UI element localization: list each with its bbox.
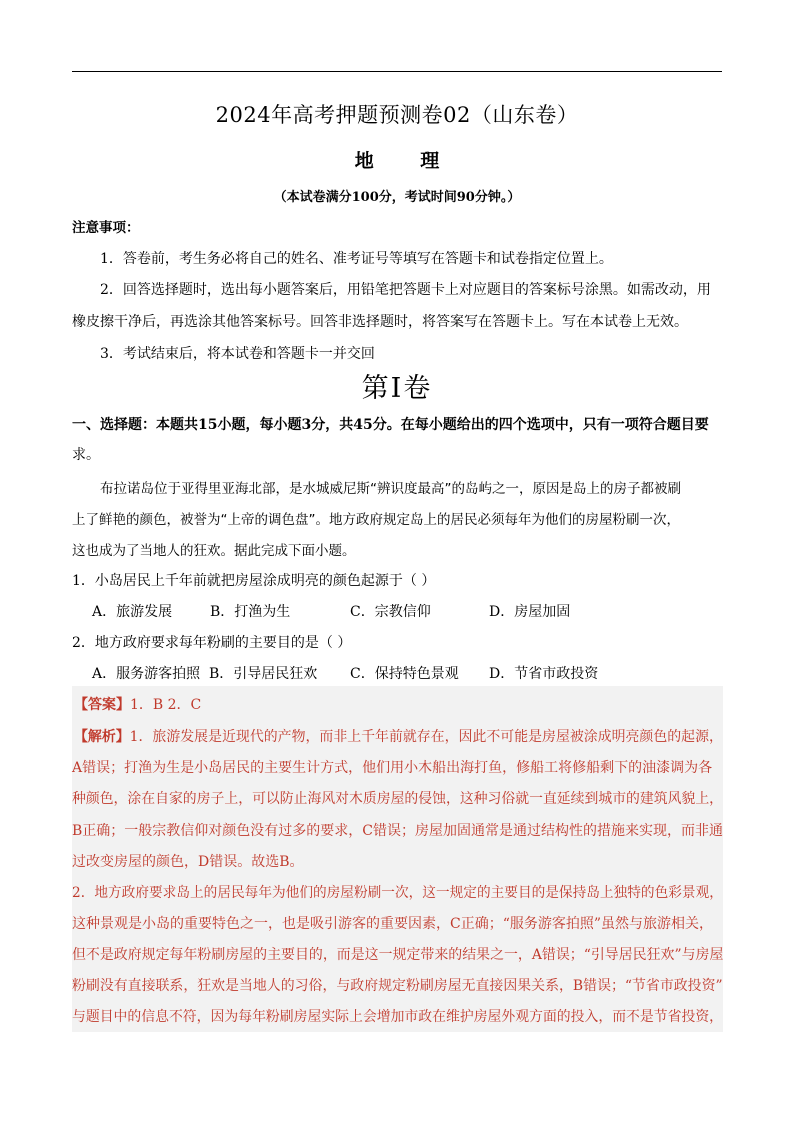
- passage-line: 上了鲜艳的颜色，被誉为“上帝的调色盘”。地方政府规定岛上的居民必须每年为他们的房屋粉刷一次，: [72, 512, 680, 528]
- option: D．房屋加固: [489, 604, 571, 620]
- option: D．节省市政投资: [489, 666, 599, 682]
- analysis-line: 种颜色，涂在自家的房子上，可以防止海风对木质房屋的侵蚀，这种习俗就一直延续到城市的建筑风貌上，: [72, 791, 724, 807]
- note-line: 2．回答选择题时，选出每小题答案后，用铅笔把答题卡上对应题目的答案标号涂黑。如需改动，用: [100, 282, 711, 298]
- option: B．引导居民狂欢: [209, 666, 318, 682]
- option: A．旅游发展: [92, 604, 173, 620]
- passage-line: 布拉诺岛位于亚得里亚海北部，是水城威尼斯“辨识度最高”的岛屿之一，原因是岛上的房子都被刷: [100, 481, 681, 497]
- header-rule: [72, 71, 722, 72]
- section-intro: 求。: [72, 447, 100, 463]
- analysis-line: 【解析】1．旅游发展是近现代的产物，而非上千年前就存在，因此不可能是房屋被涂成明亮颜色的起源，: [74, 729, 723, 745]
- section-title: 第I卷: [361, 373, 433, 404]
- answer-label: 【答案】: [74, 697, 130, 713]
- note-line: 橡皮擦干净后，再选涂其他答案标号。回答非选择题时，将答案写在答题卡上。写在本试卷上无效。: [72, 314, 688, 330]
- exam-meta: （本试卷满分100分，考试时间90分钟。）: [273, 190, 521, 205]
- analysis-label: 【解析】: [74, 729, 130, 745]
- analysis-line: 与题目中的信息不符，因为每年粉刷房屋实际上会增加市政在维护房屋外观方面的投入，而不是节省投资，: [72, 1009, 724, 1025]
- option: B．打渔为生: [210, 604, 291, 620]
- analysis-line: 粉刷没有直接联系，狂欢是当地人的习俗，与政府规定粉刷房屋无直接因果关系，B错误；“节省市政投资”: [72, 978, 723, 994]
- option: C．宗教信仰: [350, 604, 431, 620]
- notes-heading: 注意事项：: [72, 220, 140, 236]
- analysis-line: 过改变房屋的颜色，D错误。故选B。: [72, 854, 304, 870]
- answer-line: [74, 694, 201, 714]
- analysis-line: A错误；打渔为生是小岛居民的主要生计方式，他们用小木船出海打鱼，修船工将修船剩下的油漆调为各: [72, 760, 713, 776]
- question-stem: 1．小岛居民上千年前就把房屋涂成明亮的颜色起源于（ ）: [72, 573, 436, 589]
- exam-title: 2024年高考押题预测卷02（山东卷）: [215, 103, 579, 127]
- subject-title: 地 理: [354, 150, 460, 172]
- passage-line: 这也成为了当地人的狂欢。据此完成下面小题。: [72, 543, 356, 559]
- question-stem: 2．地方政府要求每年粉刷的主要目的是（ ）: [72, 635, 352, 651]
- analysis-line: 2．地方政府要求岛上的居民每年为他们的房屋粉刷一次，这一规定的主要目的是保持岛上独特的色彩景观，: [72, 885, 723, 901]
- note-line: 1．答卷前，考生务必将自己的姓名、准考证号等填写在答题卡和试卷指定位置上。: [100, 251, 613, 267]
- analysis-line: 这种景观是小岛的重要特色之一，也是吸引游客的重要因素，C正确；“服务游客拍照”虽然与旅游相关，: [72, 916, 714, 932]
- option: A．服务游客拍照: [92, 666, 201, 682]
- note-line: 3．考试结束后，将本试卷和答题卡一并交回: [100, 346, 375, 362]
- analysis-line: B正确；一般宗教信仰对颜色没有过多的要求，C错误；房屋加固通常是通过结构性的措施来实现，而非通: [72, 823, 723, 839]
- option: C．保持特色景观: [350, 666, 459, 682]
- section-intro: 一、选择题：本题共15小题，每小题3分，共45分。在每小题给出的四个选项中，只有一项符合题目要: [72, 417, 709, 433]
- analysis-line: 但不是政府规定每年粉刷房屋的主要目的，而是这一规定带来的结果之一，A错误；“引导居民狂欢”与房屋: [72, 947, 724, 963]
- answer-text: 1．B 2．C: [130, 697, 202, 713]
